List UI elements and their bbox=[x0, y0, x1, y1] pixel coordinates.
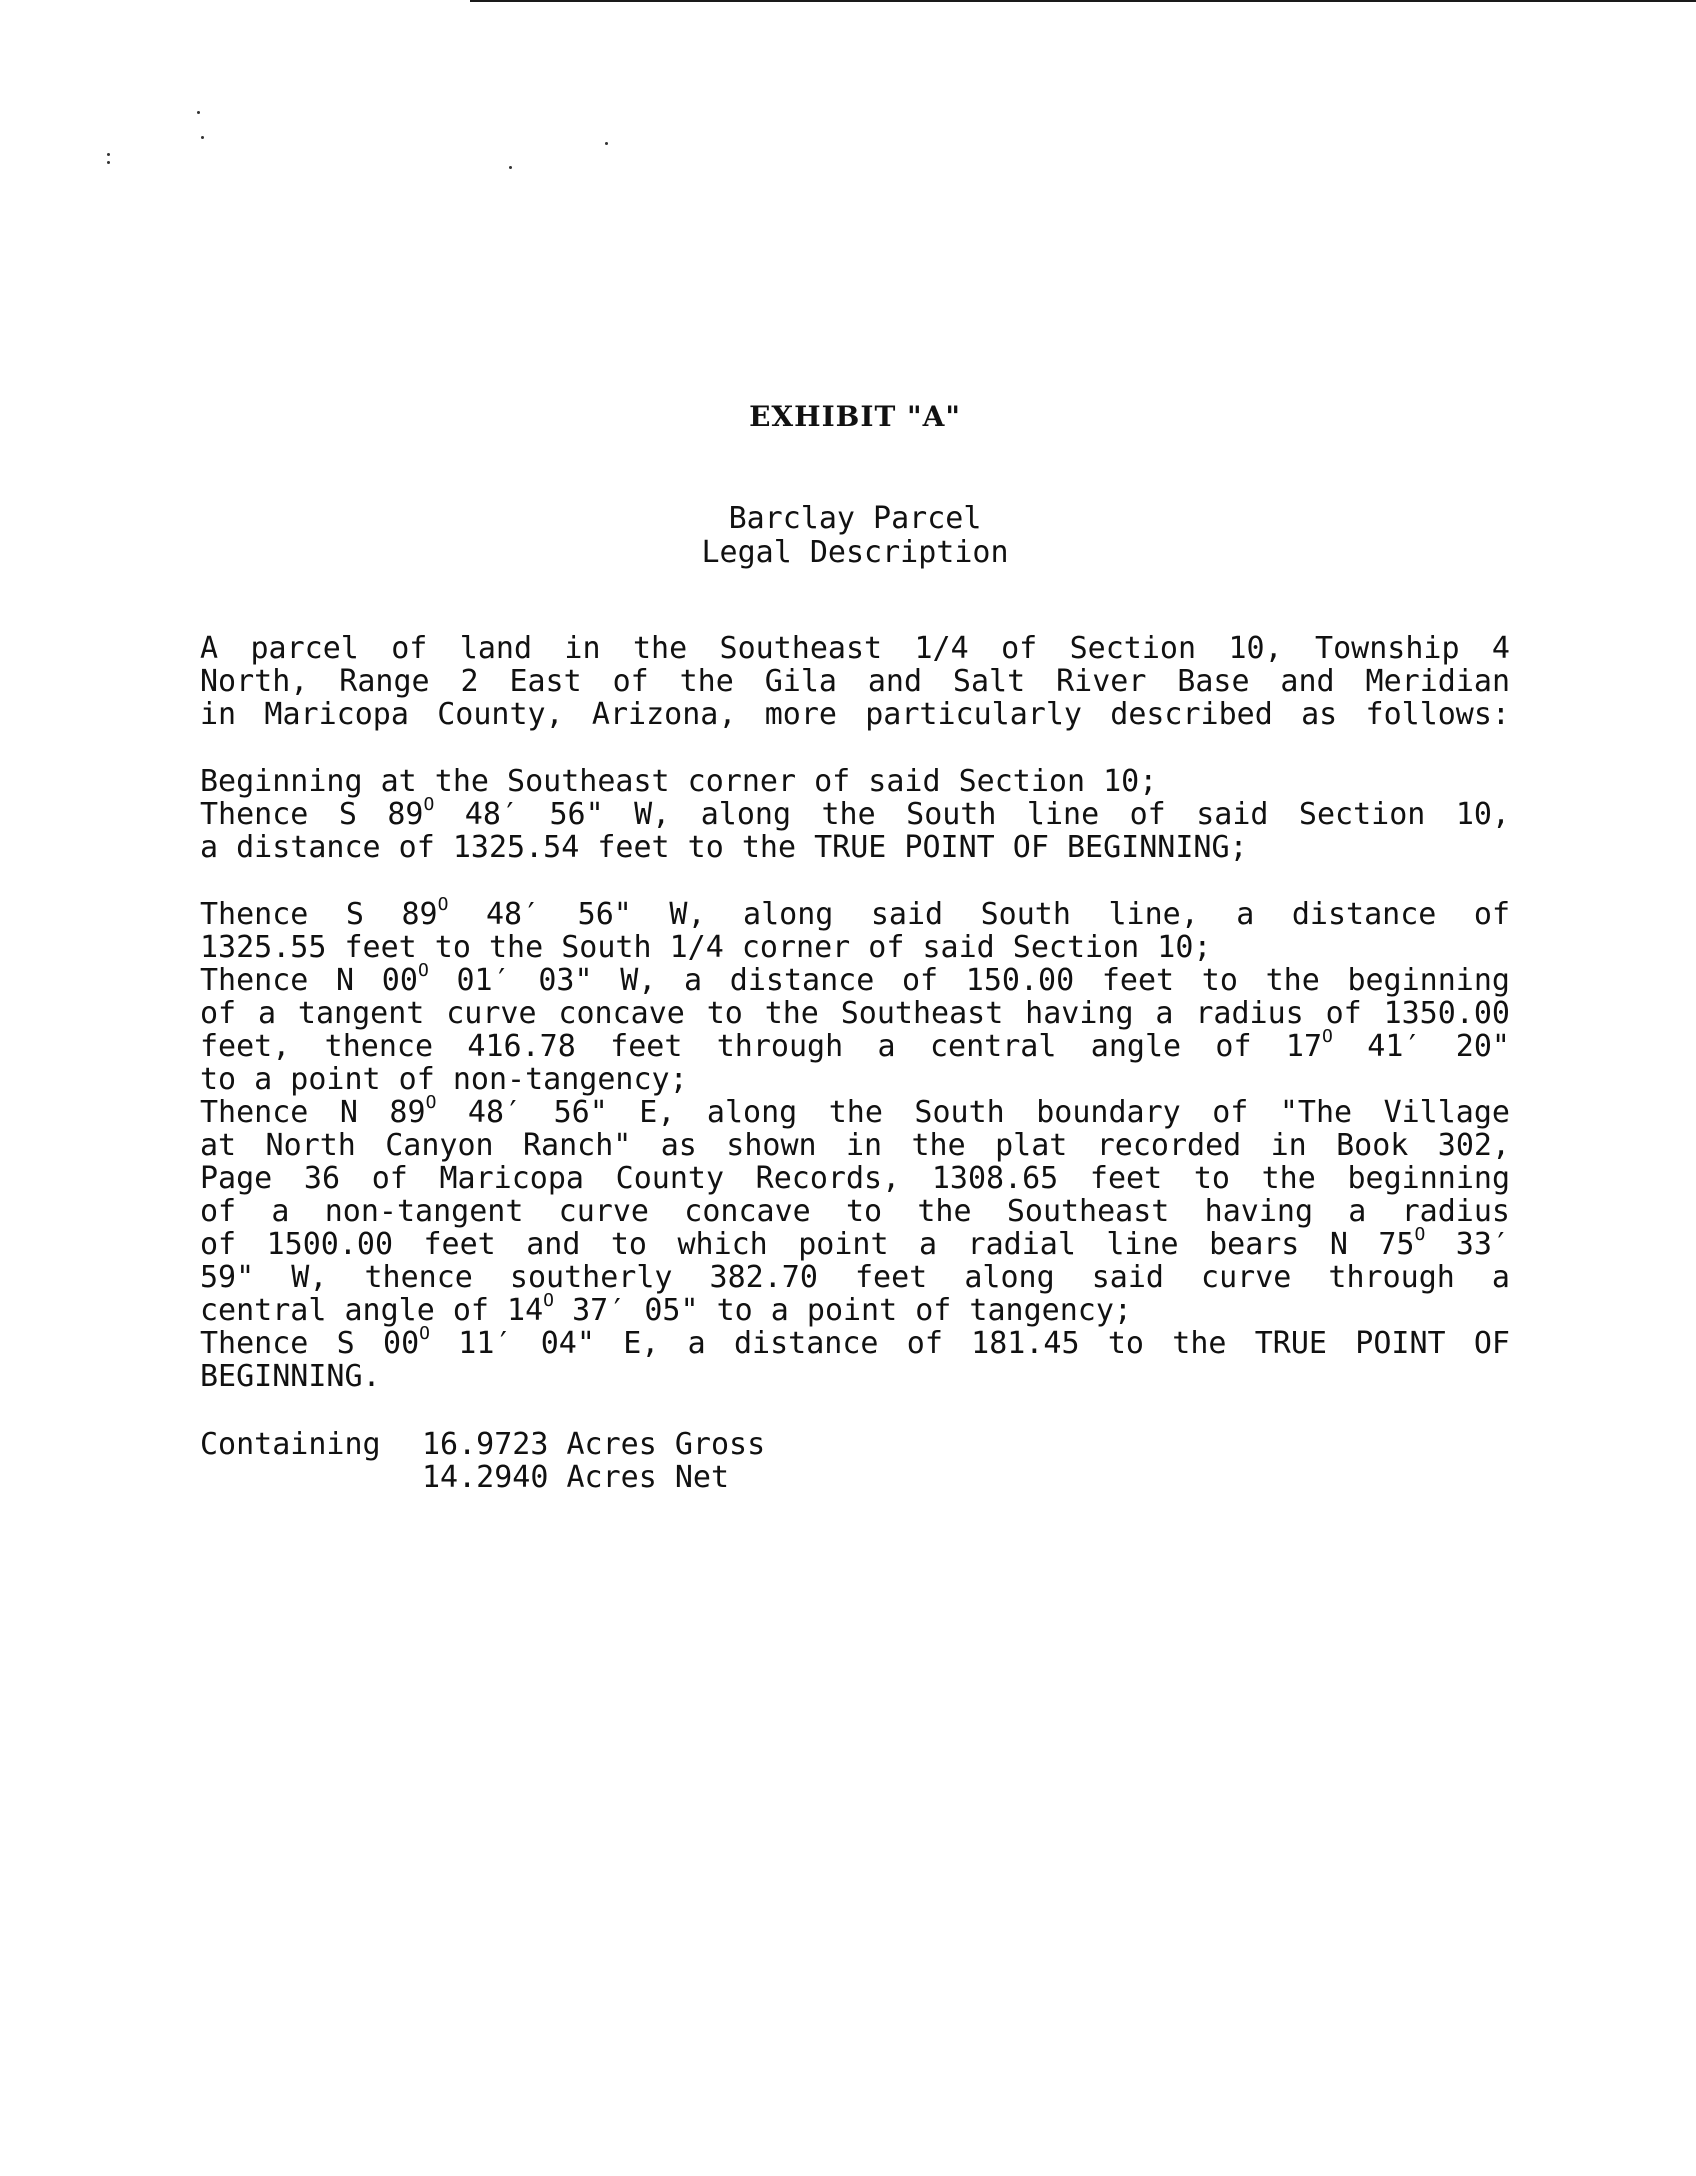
degree-symbol: O bbox=[1322, 1026, 1333, 1047]
text-line bbox=[200, 1224, 1510, 1262]
text-line: a distance of 1325.54 feet to the TRUE POINT OF BEGINNING; bbox=[200, 830, 1248, 865]
text-line: Page 36 of Maricopa County Records, 1308.65 feet to the beginning bbox=[200, 1161, 1510, 1196]
text-segment: Thence S 00 bbox=[200, 1326, 420, 1361]
text-segment: 11′ 04" E, a distance of 181.45 to the TRUE POINT OF bbox=[429, 1326, 1510, 1361]
degree-symbol: O bbox=[417, 960, 429, 981]
text-line: at North Canyon Ranch" as shown in the plat recorded in Book 302, bbox=[200, 1128, 1510, 1163]
text-segment: 33′ bbox=[1425, 1227, 1510, 1262]
degree-symbol: O bbox=[437, 894, 449, 915]
subtitle-parcel-name: Barclay Parcel bbox=[728, 501, 982, 536]
scan-speck bbox=[605, 142, 608, 145]
courses-paragraph bbox=[200, 894, 1511, 1394]
text-segment: 41′ 20" bbox=[1332, 1029, 1510, 1064]
containing-label-spacer bbox=[200, 1461, 422, 1494]
text-line bbox=[200, 1092, 1510, 1130]
exhibit-title: EXHIBIT "A" bbox=[749, 400, 961, 433]
document-subtitle bbox=[200, 502, 1510, 570]
text-segment: 48′ 56" W, along the South line of said Section 10, bbox=[434, 797, 1510, 832]
subtitle-legal-description: Legal Description bbox=[701, 535, 1009, 570]
text-line: North, Range 2 East of the Gila and Salt River Base and Meridian bbox=[200, 664, 1510, 699]
text-line: BEGINNING. bbox=[200, 1359, 381, 1394]
text-segment: 48′ 56" E, along the South boundary of "The Village bbox=[436, 1095, 1510, 1130]
text-line: A parcel of land in the Southeast 1/4 of Section 10, Township 4 bbox=[200, 631, 1510, 666]
text-segment: 01′ 03" W, a distance of 150.00 feet to the beginning bbox=[428, 963, 1510, 998]
beginning-paragraph bbox=[200, 765, 1510, 864]
text-segment: feet, thence 416.78 feet through a central angle of 17 bbox=[200, 1029, 1323, 1064]
text-line bbox=[200, 960, 1510, 998]
text-line bbox=[200, 1290, 1510, 1328]
scan-speck bbox=[201, 136, 204, 139]
text-segment: Thence S 89 bbox=[200, 897, 438, 932]
text-segment: central angle of 14 bbox=[200, 1293, 544, 1328]
acreage-gross: 16.9723 Acres Gross bbox=[422, 1427, 766, 1462]
degree-symbol: O bbox=[425, 1092, 437, 1113]
text-segment: Thence S 89 bbox=[200, 797, 424, 832]
text-line: of a tangent curve concave to the Southeast having a radius of 1350.00 bbox=[200, 996, 1510, 1031]
text-line bbox=[200, 794, 1510, 832]
text-line bbox=[200, 1323, 1510, 1361]
text-segment: 48′ 56" W, along said South line, a distance of bbox=[448, 897, 1511, 932]
text-line: in Maricopa County, Arizona, more particularly described as follows: bbox=[200, 697, 1510, 732]
text-segment: of 1500.00 feet and to which point a radial line bears N 75 bbox=[200, 1227, 1415, 1262]
text-line: 59" W, thence southerly 382.70 feet along said curve through a bbox=[200, 1260, 1510, 1295]
acreage-gross-row bbox=[200, 1428, 765, 1461]
text-segment: Thence N 89 bbox=[200, 1095, 426, 1130]
text-segment: Thence N 00 bbox=[200, 963, 418, 998]
scan-speck bbox=[509, 166, 512, 169]
text-line bbox=[200, 894, 1511, 932]
acreage-net: 14.2940 Acres Net bbox=[422, 1460, 730, 1495]
scan-speck bbox=[107, 153, 110, 156]
text-line: 1325.55 feet to the South 1/4 corner of said Section 10; bbox=[200, 930, 1212, 965]
degree-symbol: O bbox=[419, 1323, 430, 1344]
intro-paragraph bbox=[200, 632, 1510, 731]
containing-label: Containing bbox=[200, 1427, 381, 1462]
text-line: of a non-tangent curve concave to the Southeast having a radius bbox=[200, 1194, 1510, 1229]
degree-symbol: O bbox=[1414, 1224, 1426, 1245]
acreage-summary bbox=[200, 1428, 765, 1494]
degree-symbol: O bbox=[423, 794, 435, 815]
acreage-net-row bbox=[200, 1461, 765, 1494]
text-line: to a point of non-tangency; bbox=[200, 1062, 688, 1097]
top-border-line bbox=[470, 0, 1696, 2]
degree-symbol: O bbox=[543, 1290, 555, 1311]
scan-speck bbox=[107, 161, 110, 164]
text-segment: 37′ 05" to a point of tangency; bbox=[554, 1293, 1132, 1328]
text-line: Beginning at the Southeast corner of said Section 10; bbox=[200, 764, 1158, 799]
scan-speck bbox=[197, 111, 200, 114]
text-line bbox=[200, 1026, 1510, 1064]
